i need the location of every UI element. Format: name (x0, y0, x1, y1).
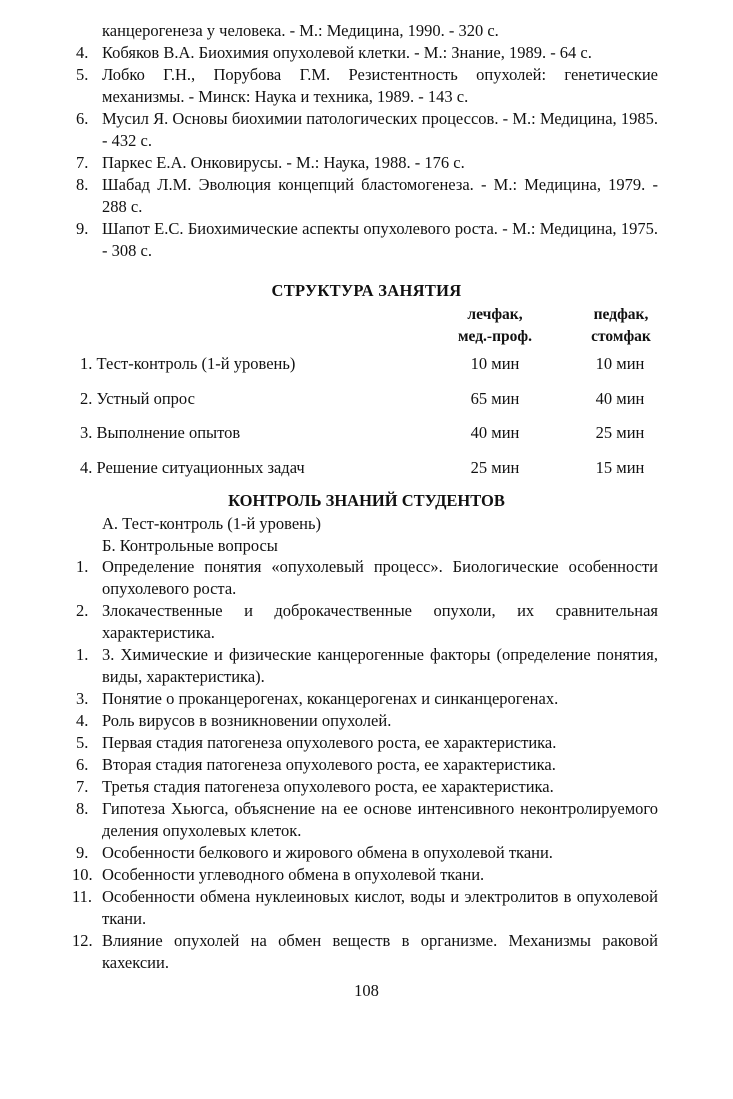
question-number: 7. (76, 777, 89, 796)
reference-number: 7. (76, 153, 89, 172)
structure-row-time-pedfak: 25 мин (595, 423, 645, 442)
question-item (0, 798, 658, 842)
question-item (0, 864, 658, 886)
reference-text: Кобяков В.А. Биохимия опухолевой клетки. - М.: Знание, 1989. - 64 с. (102, 43, 592, 62)
reference-list (0, 42, 733, 262)
question-text: Особенности углеводного обмена в опухолевой ткани. (102, 865, 485, 884)
structure-row-time-lechfak: 10 мин (470, 354, 520, 373)
question-text: Вторая стадия патогенеза опухолевого роста, ее характеристика. (102, 755, 556, 774)
reference-item (0, 108, 658, 152)
column-header-line: педфак, (593, 306, 649, 323)
column-header-line: мед.-проф. (457, 328, 532, 345)
reference-text: Шапот Е.С. Биохимические аспекты опухолевого роста. - М.: Медицина, 1975. - 308 с. (102, 219, 658, 260)
column-header-pedfak (574, 304, 668, 348)
question-text: Особенности белкового и жирового обмена в опухолевой ткани. (102, 843, 553, 862)
column-header-lechfak (448, 304, 542, 348)
structure-row (0, 353, 733, 375)
question-text: 3. Химические и физические канцерогенные факторы (определение понятия, виды, характеристика). (102, 645, 658, 686)
question-item (0, 886, 658, 930)
reference-text: Паркес Е.А. Онковирусы. - М.: Наука, 1988. - 176 с. (102, 153, 465, 172)
question-text: Первая стадия патогенеза опухолевого роста, ее характеристика. (102, 733, 557, 752)
structure-row-time-pedfak: 10 мин (595, 354, 645, 373)
control-subheading-b: Б. Контрольные вопросы (102, 536, 278, 555)
question-item (0, 842, 658, 864)
structure-row (0, 457, 733, 479)
reference-text: Шабад Л.М. Эволюция концепций бластомогенеза. - М.: Медицина, 1979. - 288 с. (102, 175, 658, 216)
reference-number: 6. (76, 109, 89, 128)
question-number: 11. (72, 887, 93, 906)
column-header-line: стомфак (591, 328, 651, 345)
question-text: Определение понятия «опухолевый процесс». Биологические особенности опухолевого роста. (102, 557, 658, 598)
structure-row (0, 422, 733, 444)
question-number: 1. (76, 645, 89, 664)
question-number: 1. (76, 557, 89, 576)
structure-row-label: 2. Устный опрос (80, 389, 195, 408)
question-number: 2. (76, 601, 89, 620)
reference-item (0, 64, 658, 108)
question-item (0, 732, 658, 754)
question-number: 6. (76, 755, 89, 774)
question-number: 12. (72, 931, 93, 950)
structure-row-time-lechfak: 65 мин (470, 389, 520, 408)
structure-row-label: 1. Тест-контроль (1-й уровень) (80, 354, 296, 373)
question-number: 3. (76, 689, 89, 708)
question-item (0, 930, 658, 974)
question-number: 9. (76, 843, 89, 862)
structure-row-label: 3. Выполнение опытов (80, 423, 241, 442)
column-header-line: лечфак, (467, 306, 523, 323)
question-text: Злокачественные и доброкачественные опухоли, их сравнительная характеристика. (102, 601, 658, 642)
reference-item (0, 174, 658, 218)
question-text: Особенности обмена нуклеиновых кислот, воды и электролитов в опухолевой ткани. (102, 887, 658, 928)
question-number: 5. (76, 733, 89, 752)
question-item (0, 710, 658, 732)
reference-number: 8. (76, 175, 89, 194)
control-subheading-a: А. Тест-контроль (1-й уровень) (102, 514, 322, 533)
reference-number: 5. (76, 65, 89, 84)
question-text: Понятие о проканцерогенах, коканцерогенах и синканцерогенах. (102, 689, 559, 708)
structure-row (0, 388, 733, 410)
question-text: Роль вирусов в возникновении опухолей. (102, 711, 392, 730)
question-number: 8. (76, 799, 89, 818)
structure-row-time-lechfak: 40 мин (470, 423, 520, 442)
question-text: Гипотеза Хьюгса, объяснение на ее основе интенсивного неконтролируемого деления опухолевых клеток. (102, 799, 658, 840)
question-item (0, 688, 658, 710)
structure-title: СТРУКТУРА ЗАНЯТИЯ (271, 281, 462, 300)
reference-text: Лобко Г.Н., Порубова Г.М. Резистентность опухолей: генетические механизмы. - Минск: Наука и техника, 1989. - 143 с. (102, 65, 658, 106)
reference-number: 4. (76, 43, 89, 62)
reference-continuation: канцерогенеза у человека. - М.: Медицина, 1990. - 320 с. (102, 21, 499, 40)
structure-row-time-pedfak: 40 мин (595, 389, 645, 408)
question-number: 10. (72, 865, 93, 884)
reference-item (0, 152, 658, 174)
question-item (0, 644, 658, 688)
reference-item (0, 42, 658, 64)
control-title: КОНТРОЛЬ ЗНАНИЙ СТУДЕНТОВ (228, 491, 505, 510)
page-number: 108 (354, 981, 379, 1000)
structure-row-label: 4. Решение ситуационных задач (80, 458, 305, 477)
question-item (0, 776, 658, 798)
reference-item (0, 218, 658, 262)
question-text: Третья стадия патогенеза опухолевого роста, ее характеристика. (102, 777, 554, 796)
reference-number: 9. (76, 219, 89, 238)
question-item (0, 600, 658, 644)
question-item (0, 754, 658, 776)
question-number: 4. (76, 711, 89, 730)
question-text: Влияние опухолей на обмен веществ в организме. Механизмы раковой кахексии. (102, 931, 658, 972)
structure-row-time-pedfak: 15 мин (595, 458, 645, 477)
structure-row-time-lechfak: 25 мин (470, 458, 520, 477)
question-list (0, 556, 733, 974)
reference-text: Мусил Я. Основы биохимии патологических процессов. - М.: Медицина, 1985. - 432 с. (102, 109, 658, 150)
question-item (0, 556, 658, 600)
